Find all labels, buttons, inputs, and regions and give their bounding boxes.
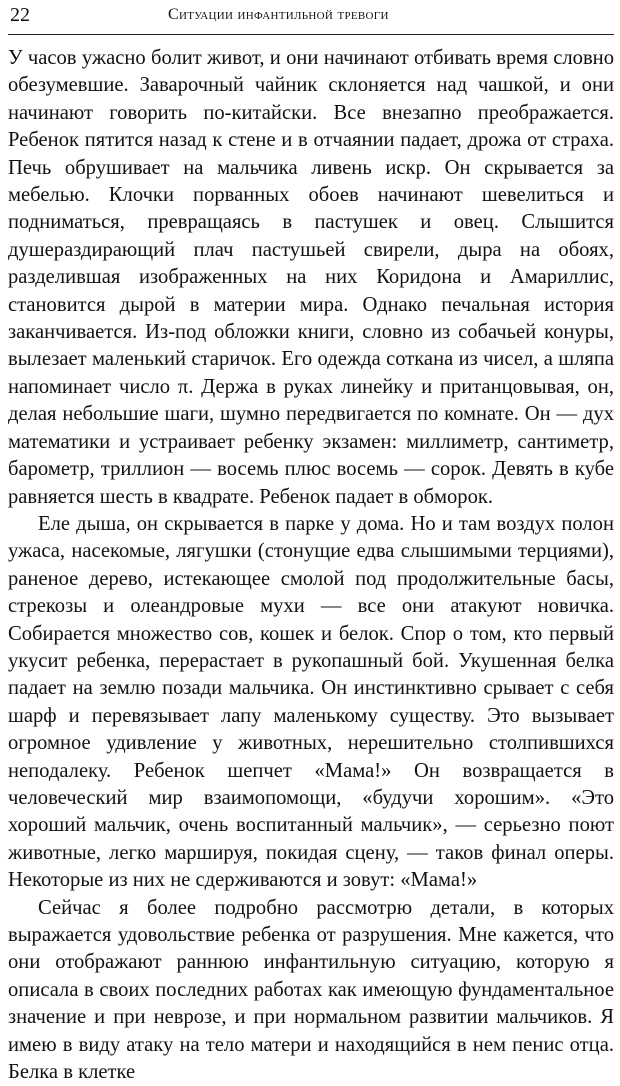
body-text <box>8 45 614 1086</box>
page-number: 22 <box>10 4 30 26</box>
running-head: Ситуации инфантильной тревоги <box>168 6 389 23</box>
paragraph-1: У часов ужасно болит живот, и они начинают отбивать время словно обезумевшие. Заварочный чайник склоняется над чашкой, и они начинают говорить по-китайски. Все внезапно преображается. Ребенок пятится назад к стене и в отчаянии падает, дрожа от страха. Печь обрушивает на мальчика ливень искр. Он скрывается за мебелью. Клочки порванных обоев начинают шевелиться и подниматься, превращаясь в пастушек и овец. Слышится душераздирающий плач пастушьей свирели, дыра на обоях, разделившая изображенных на них Коридона и Амариллис, становится дырой в материи мира. Однако печальная история заканчивается. Из-под обложки книги, словно из собачьей конуры, вылезает маленький старичок. Его одежда соткана из чисел, а шляпа напоминает число π. Держа в руках линейку и пританцовывая, он, делая небольшие шаги, шумно передвигается по комнате. Он — дух математики и устраивает ребенку экзамен: миллиметр, сантиметр, барометр, триллион — восемь плюс восемь — сорок. Девять в кубе равняется шесть в квадрате. Ребенок падает в обморок. <box>8 47 614 508</box>
page-header <box>8 0 614 35</box>
paragraph-2: Еле дыша, он скрывается в парке у дома. Но и там воздух полон ужаса, насекомые, лягушки (стонущие едва слышимыми терциями), раненое дерево, истекающее смолой под продолжительные басы, стрекозы и олеандровые мухи — все они атакуют новичка. Собирается множество сов, кошек и белок. Спор о том, кто первый укусит ребенка, перерастает в рукопашный бой. Укушенная белка падает на землю позади мальчика. Он инстинктивно срывает с себя шарф и перевязывает лапу маленькому существу. Это вызывает огромное удивление у животных, нерешительно столпившихся неподалеку. Ребенок шепчет «Мама!» Он возвращается в человеческий мир взаимопомощи, «будучи хорошим». «Это хороший мальчик, очень воспитанный мальчик», — серьезно поют животные, легко маршируя, покидая сцену, — таков финал оперы. Некоторые из них не сдерживаются и зовут: «Мама!» <box>8 512 614 892</box>
paragraph-3: Сейчас я более подробно рассмотрю детали, в которых выражается удовольствие ребенка от разрушения. Мне кажется, что они отображают раннюю инфантильную ситуацию, которую я описала в своих последних работах как имеющую фундаментальное значение и при неврозе, и при нормальном развитии мальчиков. Я имею в виду атаку на тело матери и находящийся в нем пенис отца. Белка в клетке <box>8 896 614 1084</box>
